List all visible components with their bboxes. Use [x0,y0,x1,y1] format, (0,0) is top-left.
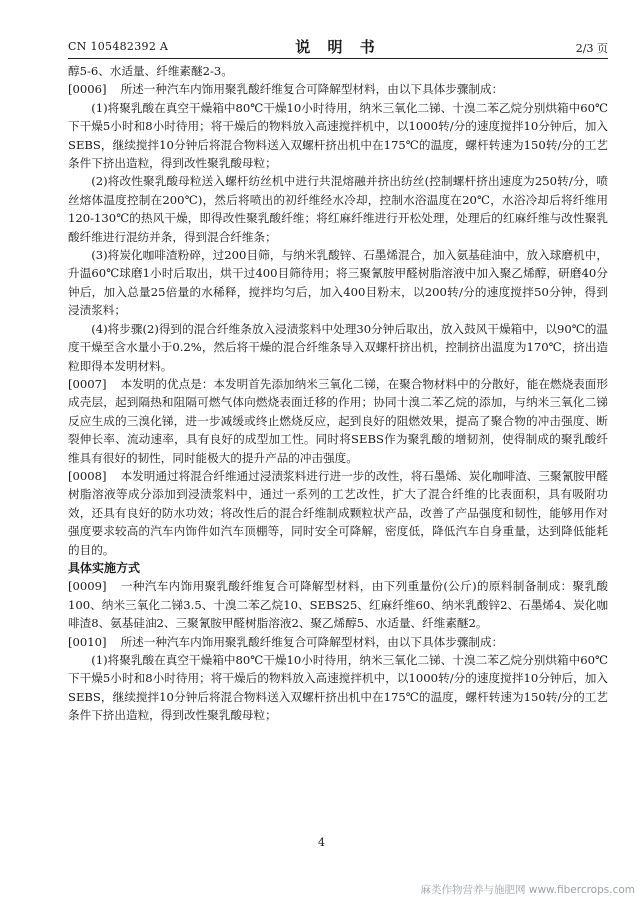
section-heading: 具体实施方式 [68,560,141,575]
patent-number: CN 105482392 A [68,40,169,53]
paragraph-0006 [68,80,608,98]
step-item: (3)将炭化咖啡渣粉碎，过200目筛，与纳米乳酸锌、石墨烯混合，加入氨基硅油中，放入球磨机中，升温60℃球磨1小时后取出，烘干过400目筛待用；将三聚氰胺甲醛树脂溶液中加入聚乙烯醇，研磨40分钟后，加入总量25倍量的水稀释，搅拌均匀后，加入400目粉末，以200转/分的速度搅拌50分钟，得到浸渍浆料； [68,248,608,318]
paragraph-tag: [0007] [68,376,107,391]
paragraph-text: 所述一种汽车内饰用聚乳酸纤维复合可降解型材料，由以下具体步骤制成： [120,634,504,649]
step-item: (1)将聚乳酸在真空干燥箱中80℃干燥10小时待用，纳米三氧化二锑、十溴二苯乙烷分别烘箱中60℃下干燥5小时和8小时待用；将干燥后的物料放入高速搅拌机中，以1000转/分的速度搅拌10分钟后，加入SEBS，继续搅拌10分钟后将混合物料送入双螺杆挤出机中在175℃的温度，螺杆转速为150转/分的工艺条件下挤出造粒，得到改性聚乳酸母粒； [68,653,608,723]
paragraph-tag: [0010] [68,634,107,649]
paragraph-text: 本发明的优点是：本发明首先添加纳米三氧化二锑，在聚合物材料中的分散好，能在燃烧表面形成壳层，起到隔热和阻隔可燃气体向燃烧表面迁移的作用；协同十溴二苯乙烷的添加，与纳米三氧化二锑反应生成的三溴化锑，进一步减缓或终止燃烧反应，起到良好的阻燃效果，提高了聚合物的冲击强度、断裂伸长率、流动速率，具有良好的成型加工性。同时将SEBS作为聚乳酸的增韧剂，使得制成的聚乳酸纤维具有很好的韧性，同时能极大的提升产品的冲击强度。 [68,376,608,465]
paragraph-text: 一种汽车内饰用聚乳酸纤维复合可降解型材料，由下列重量份(公斤)的原料制备制成：聚乳酸100、纳米三氧化二锑3.5、十溴二苯乙烷10、SEBS25、红麻纤维60、纳米乳酸锌2、石墨烯4、炭化咖啡渣8、氨基硅油2、三聚氰胺甲醛树脂溶液2、聚乙烯醇5、水适量、纤维素醚2。 [68,579,608,631]
step-item: (1)将聚乳酸在真空干燥箱中80℃干燥10小时待用，纳米三氧化二锑、十溴二苯乙烷分别烘箱中60℃下干燥5小时和8小时待用；将干燥后的物料放入高速搅拌机中，以1000转/分的速度搅拌10分钟后，加入SEBS，继续搅拌10分钟后将混合物料送入双螺杆挤出机中在175℃的温度，螺杆转速为150转/分的工艺条件下挤出造粒，得到改性聚乳酸母粒； [68,100,608,171]
paragraph-tag: [0008] [68,468,107,483]
page-count: 2/3 页 [575,42,608,55]
paragraph-tag: [0006] [68,82,107,97]
paragraph-text: 所述一种汽车内饰用聚乳酸纤维复合可降解型材料，由以下具体步骤制成： [120,82,504,97]
page-header [68,32,608,58]
page-number: 4 [318,836,325,849]
document-body [68,62,608,725]
header-divider [68,58,608,59]
step-item: (4)将步骤(2)得到的混合纤维条放入浸渍浆料中处理30分钟后取出，放入鼓风干燥箱中，以90℃的温度干燥至含水量小于0.2%，然后将干燥的混合纤维条导入双螺杆挤出机，控制挤出温度为170℃，挤出造粒即得本发明材料。 [68,321,608,373]
paragraph-0008 [68,467,608,559]
continued-line: 醇5-6、水适量、纤维素醚2-3。 [68,64,233,78]
paragraph-0009 [68,577,608,632]
paragraph-tag: [0009] [68,579,107,594]
site-watermark: 麻类作物营养与施肥网 www.fibercrops.com [420,884,635,896]
paragraph-0007 [68,375,608,467]
step-item: (2)将改性聚乳酸母粒送入螺杆纺丝机中进行共混熔融并挤出纺丝(控制螺杆挤出速度为250转/分，喷丝熔体温度控制在200℃)，然后将喷出的初纤维经水冷却，控制水浴温度在20℃，水浴冷却后将纤维用120-130℃的热风干燥，即得改性聚乳酸纤维；将红麻纤维进行开松处理，处理后的红麻纤维与改性聚乳酸纤维进行混纺并条，得到混合纤维条； [68,174,608,244]
paragraph-text: 本发明通过将混合纤维通过浸渍浆料进行进一步的改性，将石墨烯、炭化咖啡渣、三聚氰胺甲醛树脂溶液等成分添加到浸渍浆料中，通过一系列的工艺改性，扩大了混合纤维的比表面积，具有吸附功效，还具有良好的防水功效；将改性后的混合纤维制成颗粒状产品，改善了产品强度和韧性，能够用作对强度要求较高的汽车内饰件如汽车顶棚等，同时安全可降解，密度低，降低汽车自身重量，达到降低能耗的目的。 [68,468,608,557]
paragraph-0010 [68,633,608,651]
document-title: 说 明 书 [295,38,381,56]
